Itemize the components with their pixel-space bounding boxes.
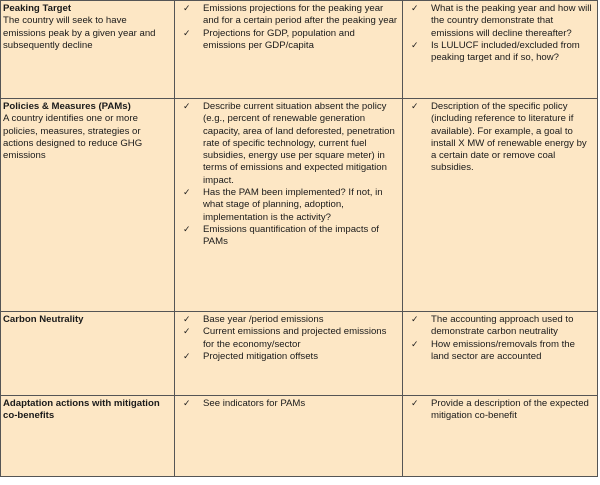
category-cell xyxy=(1,99,175,312)
category-title: Peaking Target xyxy=(3,3,72,14)
list-item: ✓ Projections for GDP, population and emissions per GDP/capita xyxy=(183,27,355,51)
list-item: ✓ Describe current situation absent the policy (e.g., percent of renewable generation capacity, area of land deforested, penetration rate of specific technology, current fuel subsidies, energy use per square meter) in terms of emissions and expected mitigation impact. xyxy=(183,101,395,186)
table-row xyxy=(1,312,598,396)
checklist xyxy=(407,398,594,423)
category-description: A country identifies one or more policies, measures, strategies or actions designed to reduce GHG emissions xyxy=(3,113,143,162)
list-item: ✓ What is the peaking year and how will the country demonstrate that emissions will decline thereafter? xyxy=(411,3,592,39)
information-cell xyxy=(175,99,403,312)
check-icon: ✓ xyxy=(411,399,419,409)
check-icon: ✓ xyxy=(183,28,191,39)
category-title: Policies & Measures (PAMs) xyxy=(3,101,131,112)
list-item: ✓ How emissions/removals from the land sector are accounted xyxy=(411,338,575,362)
list-item: ✓ Has the PAM been implemented? If not, in what stage of planning, adoption, implementation is the activity? xyxy=(183,187,383,223)
clarification-cell xyxy=(403,1,598,99)
information-cell xyxy=(175,312,403,396)
list-item: ✓ Base year /period emissions xyxy=(183,314,324,325)
check-icon: ✓ xyxy=(411,40,419,51)
clarification-cell xyxy=(403,99,598,312)
checklist xyxy=(179,101,399,249)
list-item: ✓ Current emissions and projected emissions for the economy/sector xyxy=(183,326,387,350)
list-item: ✓ Emissions quantification of the impacts of PAMs xyxy=(183,223,379,248)
category-cell xyxy=(1,396,175,477)
list-item: ✓ See indicators for PAMs xyxy=(183,398,306,409)
checklist xyxy=(179,314,399,363)
clarification-cell xyxy=(403,396,598,477)
category-cell xyxy=(1,1,175,99)
checklist xyxy=(179,3,399,52)
check-icon: ✓ xyxy=(183,399,191,409)
table-row xyxy=(1,396,598,477)
check-icon: ✓ xyxy=(411,315,419,325)
category-description: The country will seek to have emissions peak by a given year and subsequently decline xyxy=(3,15,156,51)
checklist xyxy=(179,398,399,410)
table-row xyxy=(1,99,598,312)
check-icon: ✓ xyxy=(411,4,419,14)
category-title: Adaptation actions with mitigation co-benefits xyxy=(3,398,160,422)
check-icon: ✓ xyxy=(183,102,191,112)
table-row xyxy=(1,1,598,99)
list-item: ✓ Description of the specific policy (including reference to literature if available). For example, a goal to install X MW of renewable energy by a certain date or remove coal subsidies. xyxy=(411,101,587,174)
information-cell xyxy=(175,396,403,477)
checklist xyxy=(407,3,594,64)
clarification-cell xyxy=(403,312,598,396)
information-cell xyxy=(175,1,403,99)
list-item: ✓ Is LULUCF included/excluded from peaking target and if so, how? xyxy=(411,39,580,64)
checklist xyxy=(407,101,594,175)
check-icon: ✓ xyxy=(183,4,191,14)
check-icon: ✓ xyxy=(183,315,191,325)
checklist xyxy=(407,314,594,363)
check-icon: ✓ xyxy=(411,339,419,350)
list-item: ✓ The accounting approach used to demonstrate carbon neutrality xyxy=(411,314,574,338)
list-item: ✓ Emissions projections for the peaking year and for a certain period after the peaking year xyxy=(183,3,398,27)
check-icon: ✓ xyxy=(183,224,191,235)
check-icon: ✓ xyxy=(183,188,191,199)
list-item: ✓ Provide a description of the expected mitigation co-benefit xyxy=(411,398,589,422)
list-item: ✓ Projected mitigation offsets xyxy=(183,350,319,362)
category-title: Carbon Neutrality xyxy=(3,314,84,325)
check-icon: ✓ xyxy=(183,351,191,362)
check-icon: ✓ xyxy=(183,327,191,338)
category-cell xyxy=(1,312,175,396)
check-icon: ✓ xyxy=(411,102,419,112)
